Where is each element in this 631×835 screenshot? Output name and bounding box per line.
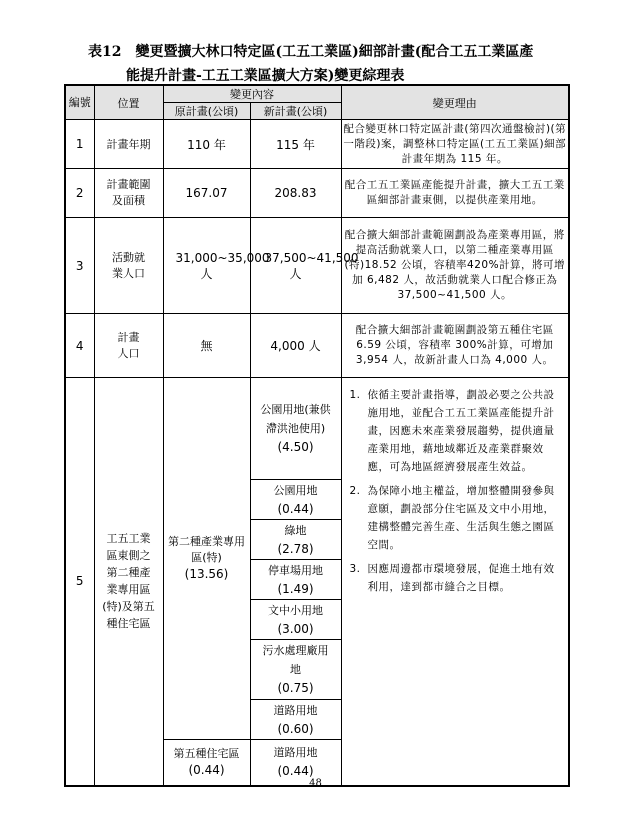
table-title <box>88 40 568 88</box>
new-item: 公園用地 (0.44) <box>250 480 341 520</box>
row-reason: 配合擴大細部計畫範圍劃設第五種住宅區 6.59 公頃，容積率 300%計算，可增加 3,954 人，故新計畫人口為 4,000 人。 <box>341 314 569 378</box>
change-summary-table <box>64 84 570 787</box>
row-new: 37,500~41,500 人 <box>250 218 341 314</box>
row-new: 4,000 人 <box>250 314 341 378</box>
row-new: 208.83 <box>250 169 341 218</box>
row-reason: 配合工五工業區產能提升計畫，擴大工五工業區細部計畫東側，以提供產業用地。 <box>341 169 569 218</box>
row-original: 110 年 <box>163 120 250 169</box>
table-row <box>65 120 569 169</box>
row-location: 計畫年期 <box>94 120 163 169</box>
header-original: 原計畫(公頃) <box>163 103 250 120</box>
reason-list <box>342 386 569 596</box>
reason-item: 3. 因應周邊都市環境發展，促進土地有效利用，達到都市縫合之目標。 <box>349 563 555 593</box>
new-item: 道路用地 (0.44) <box>250 740 341 786</box>
row-no: 2 <box>65 169 94 218</box>
table-row <box>65 218 569 314</box>
original-residential-label: 第五種住宅區 <box>173 746 240 760</box>
row-no: 4 <box>65 314 94 378</box>
new-item: 公園用地(兼供滯洪池使用) (4.50) <box>250 378 341 480</box>
original-residential-area: (0.44) <box>188 762 225 777</box>
row-reason: 配合變更林口特定區計畫(第四次通盤檢討)(第一階段)案，調整林口特定區(工五工業區)細部計畫年期為 115 年。 <box>341 120 569 169</box>
original-industrial-area: (13.56) <box>184 567 229 581</box>
row-no: 5 <box>65 378 94 786</box>
title-line-1: 表12 變更暨擴大林口特定區(工五工業區)細部計畫(配合工五工業區產 <box>88 44 534 60</box>
header-content: 變更內容 <box>163 85 341 103</box>
row-no: 3 <box>65 218 94 314</box>
row-reason: 配合擴大細部計畫範圍劃設為產業專用區，將提高活動就業人口，以第二種產業專用區(特)18.52 公頃，容積率420%計算，將可增加 6,482 人，故活動就業人口配合修正為 37,500~41,500 人。 <box>341 218 569 314</box>
header-reason: 變更理由 <box>341 85 569 120</box>
new-item: 污水處理廠用地 (0.75) <box>250 640 341 700</box>
reason-item: 2. 為保障小地主權益，增加整體開發參與意願，劃設部分住宅區及文中小用地，建構整體完善生產、生活與生態之園區空間。 <box>349 485 555 551</box>
new-item: 文中小用地 (3.00) <box>250 600 341 640</box>
original-industrial-label: 第二種產業專用區(特) <box>168 535 245 564</box>
page-number: 48 <box>309 778 322 789</box>
row-location: 活動就業人口 <box>94 218 163 314</box>
row-original: 31,000~35,000 人 <box>163 218 250 314</box>
title-line-2: 能提升計畫-工五工業區擴大方案)變更綜理表 <box>126 68 405 84</box>
table-row <box>65 169 569 218</box>
table-row <box>65 314 569 378</box>
new-item: 道路用地 (0.60) <box>250 700 341 740</box>
row-reason <box>341 378 569 786</box>
new-item: 綠地 (2.78) <box>250 520 341 560</box>
row-original-industrial <box>163 378 250 740</box>
table-row <box>65 378 569 480</box>
header-new: 新計畫(公頃) <box>250 103 341 120</box>
row-location: 計畫範圍及面積 <box>94 169 163 218</box>
header-location: 位置 <box>94 85 163 120</box>
reason-item: 1. 依循主要計畫指導，劃設必要之公共設施用地，並配合工五工業區產能提升計畫，因應未來產業發展趨勢，提供適量產業用地，藉地域鄰近及產業群聚效應，可為地區經濟發展產生效益。 <box>349 389 555 473</box>
new-item: 停車場用地 (1.49) <box>250 560 341 600</box>
row-no: 1 <box>65 120 94 169</box>
header-no: 編號 <box>65 85 94 120</box>
row-original: 167.07 <box>163 169 250 218</box>
row-original: 無 <box>163 314 250 378</box>
row-location: 工五工業區東側之第二種產業專用區(特)及第五種住宅區 <box>94 378 163 786</box>
row-location: 計畫人口 <box>94 314 163 378</box>
row-new: 115 年 <box>250 120 341 169</box>
